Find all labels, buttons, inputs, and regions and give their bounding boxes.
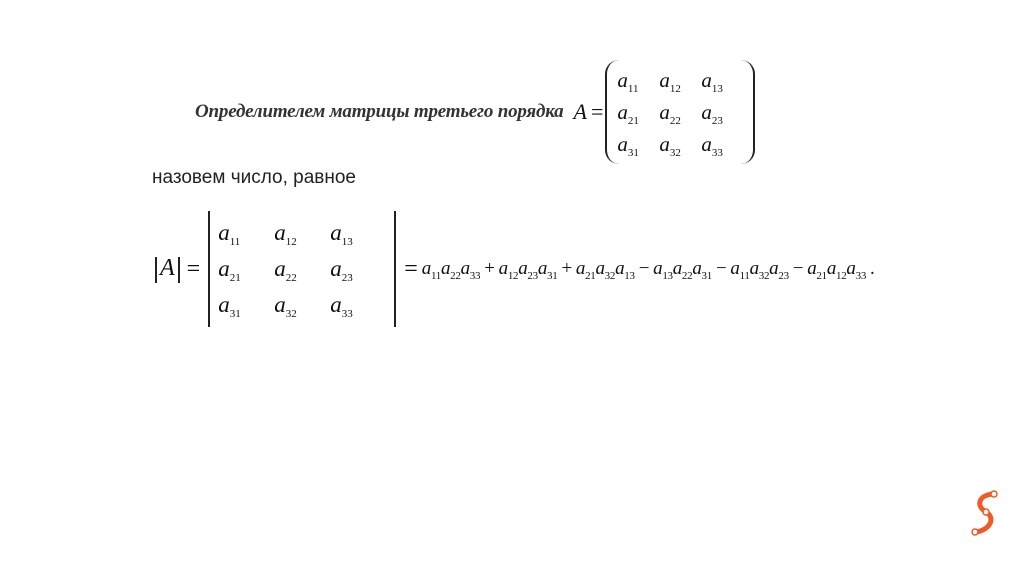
continuation-text: назовем число, равное: [152, 167, 356, 188]
det-cell-22: $a_{22}$: [274, 256, 297, 284]
matrix-A: [605, 64, 755, 160]
det-cell-13: $a_{13}$: [330, 220, 353, 248]
abs-bar-left: [155, 257, 157, 283]
matrix-name: A: [573, 99, 587, 124]
matrix-grid: [617, 64, 743, 160]
matrix-cell-22: $a_{22}$: [659, 99, 681, 127]
equals-sign-3: =: [404, 255, 418, 282]
abs-A-name: A: [160, 255, 175, 282]
det-bar-left: [208, 211, 210, 327]
expansion-term-3: $a_{21}a_{32}a_{13}$: [575, 258, 635, 282]
expansion-term-2: $a_{12}a_{23}a_{31}$: [498, 258, 558, 282]
expansion-operator: −: [792, 258, 804, 279]
det-cell-33: $a_{33}$: [330, 292, 353, 320]
det-cell-23: $a_{23}$: [330, 256, 353, 284]
equals-sign: =: [590, 99, 604, 124]
expansion-operator: −: [715, 258, 727, 279]
det-cell-12: $a_{12}$: [274, 220, 297, 248]
equals-sign-2: =: [186, 255, 201, 282]
logo-icon: [966, 488, 1002, 538]
determinant-expansion: [422, 258, 879, 280]
expansion-operator: +: [484, 258, 495, 279]
expansion-term-1: $a_{11}a_{22}a_{33}$: [421, 258, 481, 282]
expansion-term-6: $a_{21}a_{12}a_{33}$: [807, 258, 867, 282]
expansion-term-5: $a_{11}a_{32}a_{23}$: [730, 258, 789, 282]
matrix-cell-31: $a_{31}$: [617, 131, 639, 159]
matrix-cell-33: $a_{33}$: [701, 131, 723, 159]
definition-text: Определителем матрицы третьего порядка: [195, 101, 564, 122]
det-bar-right: [394, 211, 396, 327]
left-paren: [605, 60, 619, 164]
matrix-cell-11: $a_{11}$: [617, 67, 639, 95]
matrix-cell-32: $a_{32}$: [659, 131, 681, 159]
determinant-formula: [152, 214, 878, 324]
det-cell-31: $a_{31}$: [218, 292, 241, 320]
matrix-cell-21: $a_{21}$: [617, 99, 639, 127]
matrix-cell-23: $a_{23}$: [701, 99, 723, 127]
determinant-matrix: [208, 215, 396, 323]
expansion-operator: −: [638, 258, 650, 279]
abs-bar-right: [178, 257, 180, 283]
matrix-cell-13: $a_{13}$: [701, 67, 723, 95]
det-cell-32: $a_{32}$: [274, 292, 297, 320]
det-cell-21: $a_{21}$: [218, 256, 241, 284]
definition-line: [195, 62, 755, 162]
right-paren: [741, 60, 755, 164]
det-cell-11: $a_{11}$: [218, 220, 241, 248]
expansion-operator: +: [561, 258, 572, 279]
abs-A: [152, 255, 183, 282]
expansion-term-4: $a_{13}a_{22}a_{31}$: [653, 258, 712, 282]
matrix-cell-12: $a_{12}$: [659, 67, 681, 95]
end-mark: .: [870, 258, 875, 279]
determinant-grid: [218, 215, 386, 323]
